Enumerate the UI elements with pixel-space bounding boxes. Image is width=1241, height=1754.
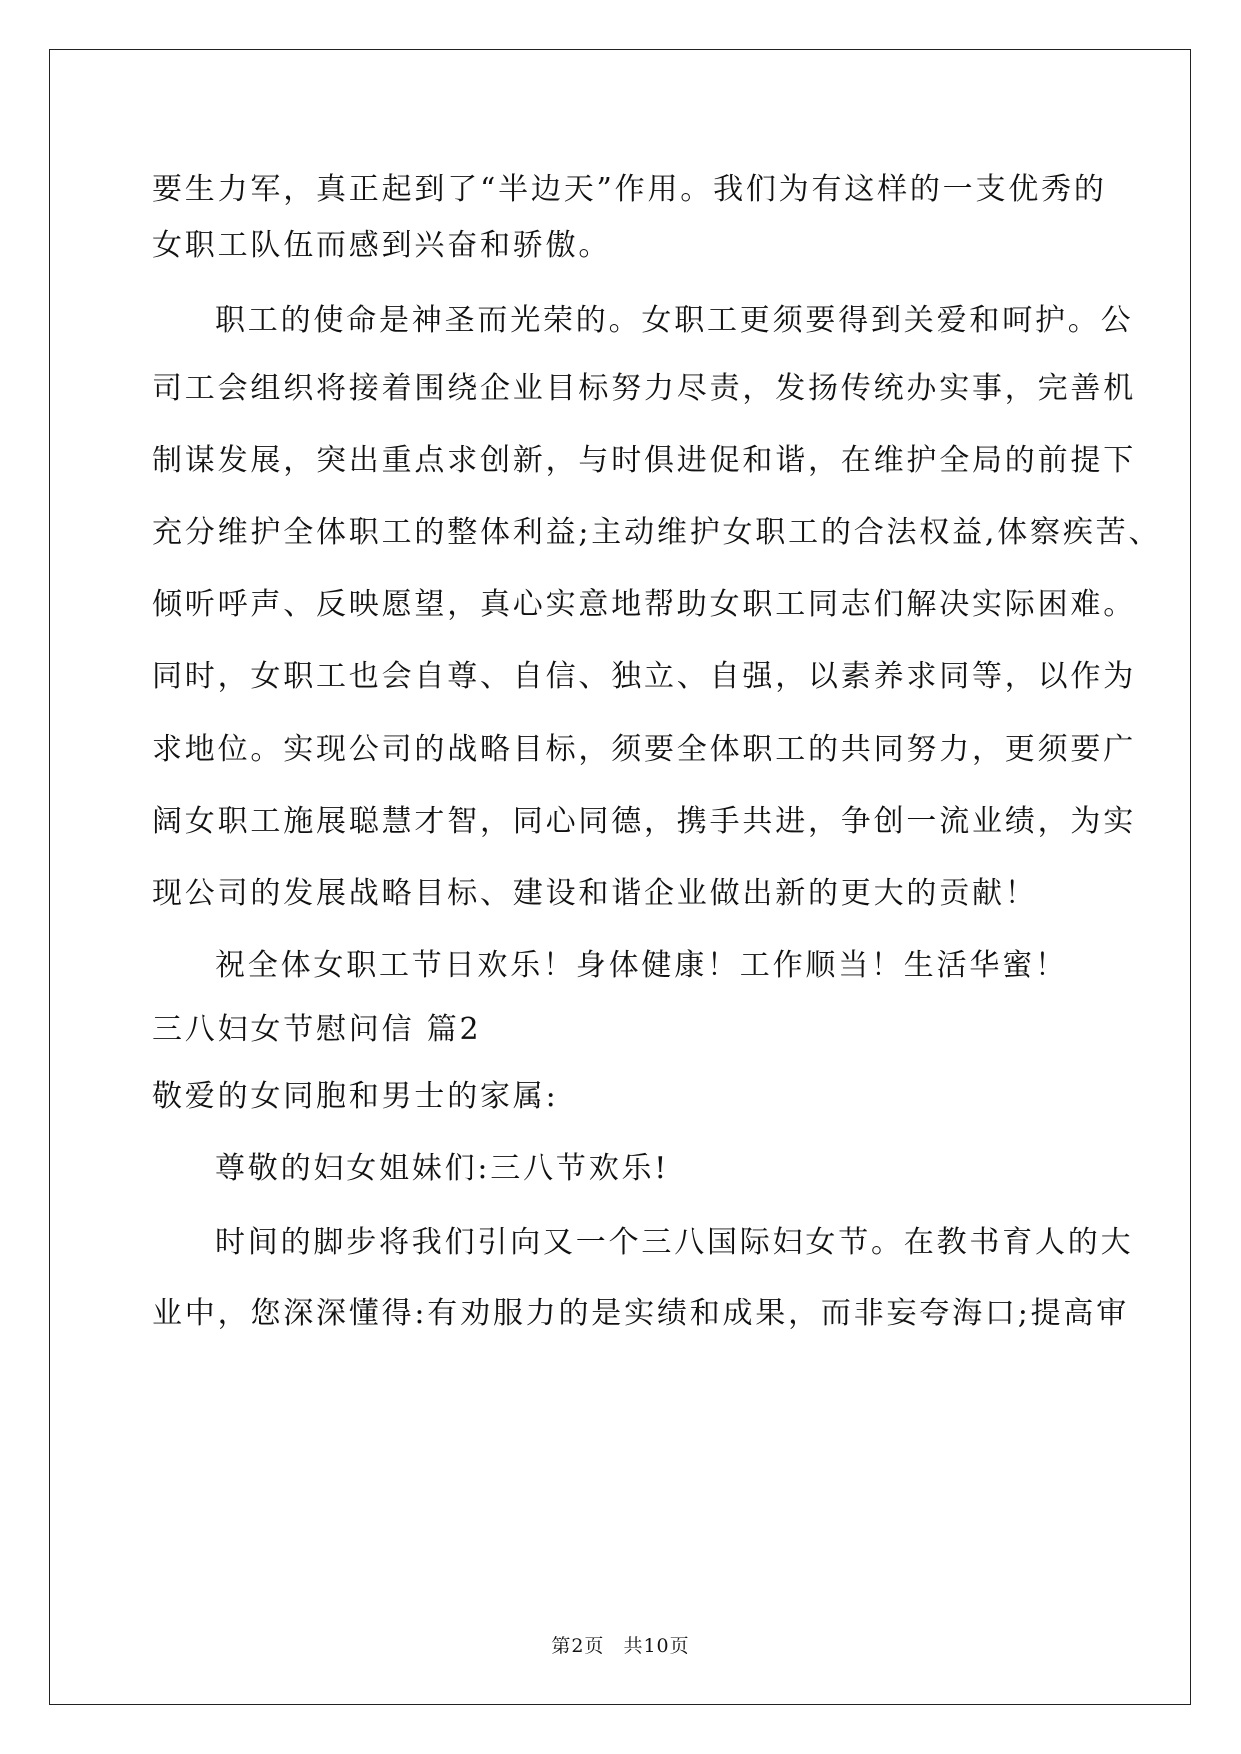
text-line: 业中，您深深懂得:有劝服力的是实绩和成果，而非妄夸海口;提高审 [152,1296,1130,1331]
text-line: 求地位。实现公司的战略目标，须要全体职工的共同努力，更须要广 [152,732,1136,767]
text-line: 要生力军，真正起到了“半边天”作用。我们为有这样的一支优秀的 [152,172,1107,207]
text-line: 祝全体女职工节日欢乐！身体健康！工作顺当！生活华蜜！ [215,948,1068,983]
text-line: 女职工队伍而感到兴奋和骄傲。 [152,228,612,263]
text-line: 同时，女职工也会自尊、自信、独立、自强，以素养求同等，以作为 [152,659,1136,694]
salutation: 敬爱的女同胞和男士的家属: [152,1079,559,1114]
section-heading: 三八妇女节慰问信 篇2 [152,1012,482,1047]
page-number: 第2页 [551,1635,605,1657]
text-line: 阔女职工施展聪慧才智，同心同德，携手共进，争创一流业绩，为实 [152,804,1136,839]
text-line: 制谋发展，突出重点求创新，与时俱进促和谐，在维护全局的前提下 [152,443,1136,478]
text-line: 倾听呼声、反映愿望，真心实意地帮助女职工同志们解决实际困难。 [152,587,1136,622]
page-total: 共10页 [623,1635,690,1657]
text-line: 现公司的发展战略目标、建设和谐企业做出新的更大的贡献！ [152,876,1038,911]
text-line: 充分维护全体职工的整体利益;主动维护女职工的合法权益,体察疾苦、 [152,515,1162,550]
text-line: 职工的使命是神圣而光荣的。女职工更须要得到关爱和呵护。公 [215,303,1134,338]
page-footer [0,1634,1241,1658]
text-line: 时间的脚步将我们引向又一个三八国际妇女节。在教书育人的大 [215,1225,1134,1260]
text-line: 尊敬的妇女姐妹们:三八节欢乐! [215,1151,670,1186]
text-line: 司工会组织将接着围绕企业目标努力尽责，发扬传统办实事，完善机 [152,371,1136,406]
